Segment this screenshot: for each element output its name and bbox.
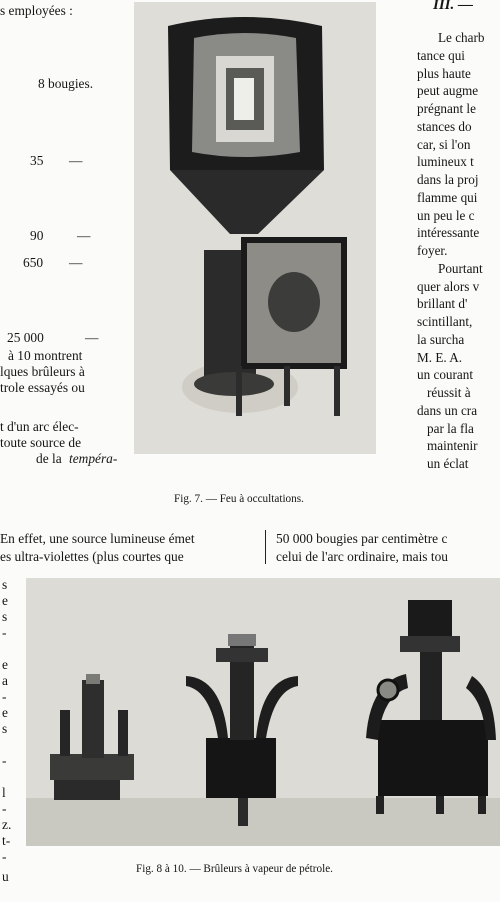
value-35: 35 bbox=[30, 153, 44, 168]
right-text-line: car, si l'on bbox=[417, 137, 471, 152]
margin-fragment: - bbox=[2, 753, 7, 768]
margin-fragment: - bbox=[2, 849, 7, 864]
italic-word: tempéra- bbox=[69, 451, 118, 466]
right-text-line: Le charb bbox=[438, 30, 485, 45]
right-text-line: M. E. A. bbox=[417, 350, 463, 365]
right-text-line: foyer. bbox=[417, 243, 448, 258]
dash: — bbox=[69, 153, 83, 168]
right-text-line: un peu le c bbox=[417, 208, 475, 223]
margin-fragment: - bbox=[2, 801, 7, 816]
right-text-line: dans la proj bbox=[417, 172, 479, 187]
left-text-line: t d'un arc élec- bbox=[0, 419, 79, 434]
value-8-bougies: 8 bougies. bbox=[38, 76, 94, 91]
right-text-line: par la fla bbox=[427, 421, 474, 436]
margin-fragment: e bbox=[2, 705, 8, 720]
figure-7-caption: Fig. 7. — Feu à occultations. bbox=[174, 493, 304, 505]
left-text-line: de la bbox=[36, 451, 62, 466]
right-text-line: maintenir bbox=[427, 438, 478, 453]
right-text-line: quer alors v bbox=[417, 279, 480, 294]
figure-7-photo bbox=[134, 2, 376, 454]
full-width-line-right-2: celui de l'arc ordinaire, mais tou bbox=[276, 549, 448, 564]
right-text-line: peut augme bbox=[417, 83, 479, 98]
section-heading: III. — bbox=[433, 0, 474, 13]
left-text-line: à 10 montrent bbox=[8, 348, 83, 363]
margin-fragment: e bbox=[2, 593, 8, 608]
full-width-line-left-2: es ultra-violettes (plus courtes que bbox=[0, 549, 184, 564]
value-650: 650 bbox=[23, 255, 44, 270]
left-intro-line: s employées : bbox=[0, 3, 73, 18]
dash: — bbox=[85, 330, 99, 345]
margin-fragment: t- bbox=[2, 833, 11, 848]
margin-fragment: s bbox=[2, 609, 8, 624]
margin-fragment: z. bbox=[2, 817, 12, 832]
figure-8-10-photo bbox=[26, 578, 500, 846]
value-90: 90 bbox=[30, 228, 44, 243]
left-text-line: trole essayés ou bbox=[0, 380, 85, 395]
margin-fragment: a bbox=[2, 673, 8, 688]
figure-8-10-caption: Fig. 8 à 10. — Brûleurs à vapeur de pétrole. bbox=[136, 863, 333, 875]
left-text-line: toute source de bbox=[0, 435, 82, 450]
right-text-line: intéressante bbox=[417, 225, 480, 240]
margin-fragment: s bbox=[2, 721, 8, 736]
margin-fragment: - bbox=[2, 625, 7, 640]
right-text-line: stances do bbox=[417, 119, 472, 134]
full-width-line-right: 50 000 bougies par centimètre c bbox=[276, 531, 448, 546]
right-text-line: réussit à bbox=[427, 385, 471, 400]
margin-fragment: u bbox=[2, 869, 9, 884]
right-text-line: flamme qui bbox=[417, 190, 478, 205]
column-divider bbox=[265, 530, 266, 564]
full-width-line-left: En effet, une source lumineuse émet bbox=[0, 531, 195, 546]
right-text-line: plus haute bbox=[417, 66, 471, 81]
dash: — bbox=[69, 255, 83, 270]
right-text-line: un courant bbox=[417, 367, 474, 382]
right-text-line: tance qui bbox=[417, 48, 465, 63]
right-text-line: lumineux t bbox=[417, 154, 474, 169]
dash: — bbox=[77, 228, 91, 243]
right-text-line: Pourtant bbox=[438, 261, 483, 276]
right-text-line: un éclat bbox=[427, 456, 469, 471]
margin-fragment: e bbox=[2, 657, 8, 672]
right-text-line: scintillant, bbox=[417, 314, 473, 329]
right-text-line: prégnant le bbox=[417, 101, 476, 116]
margin-fragment: s bbox=[2, 577, 8, 592]
left-text-line: lques brûleurs à bbox=[0, 364, 85, 379]
value-25000: 25 000 bbox=[7, 330, 44, 345]
right-text-line: dans un cra bbox=[417, 403, 478, 418]
margin-fragment: - bbox=[2, 689, 7, 704]
margin-fragment: l bbox=[2, 785, 6, 800]
right-text-line: la surcha bbox=[417, 332, 465, 347]
right-text-line: brillant d' bbox=[417, 296, 468, 311]
